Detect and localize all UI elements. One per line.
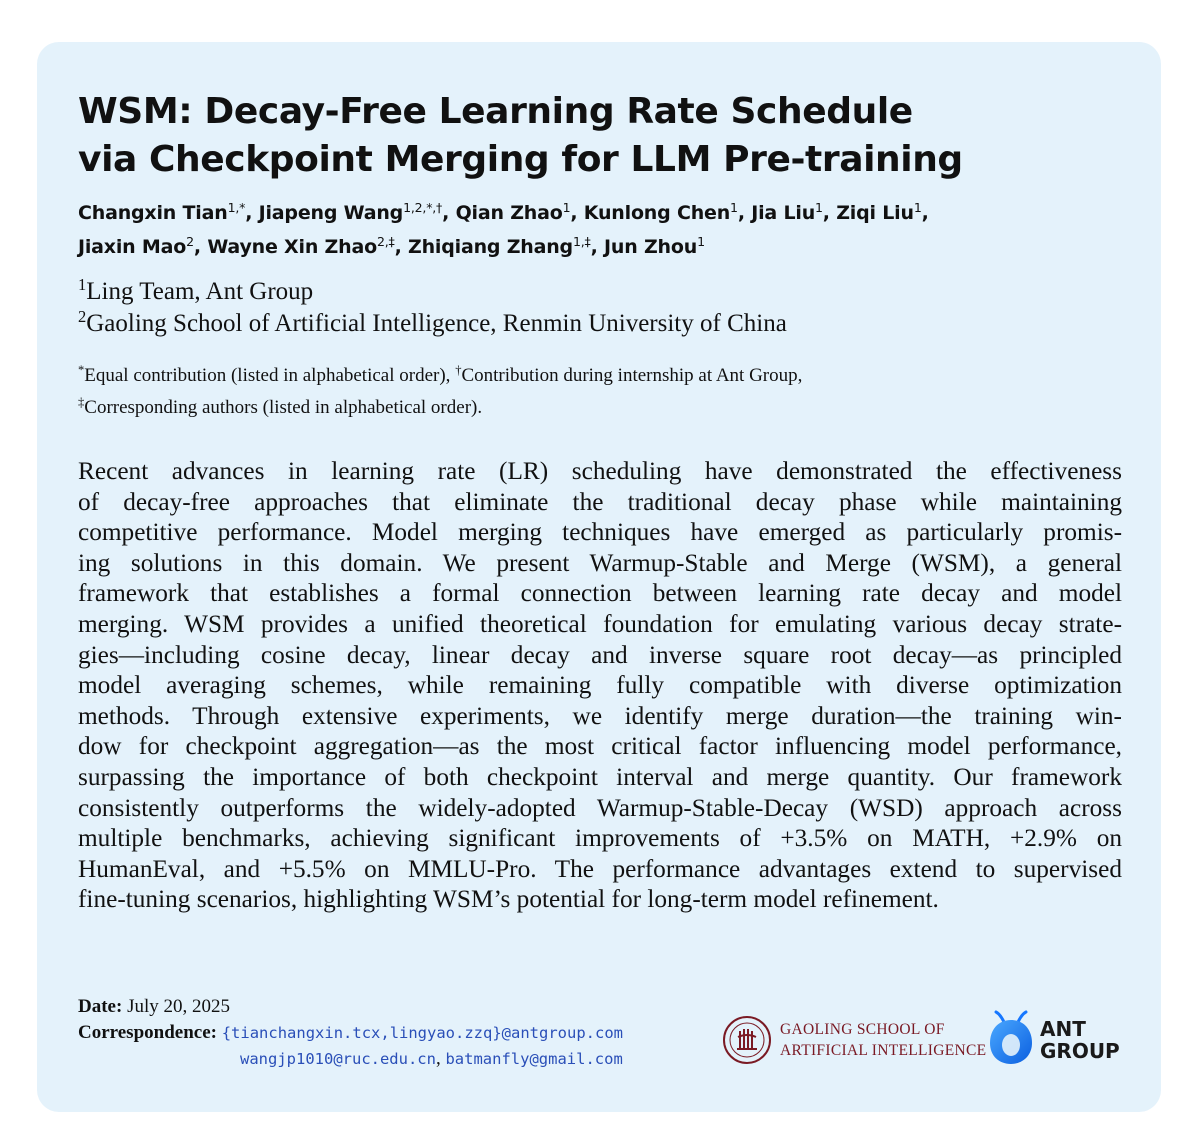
abstract-line: methods. Through extensive experiments, we identify merge duration—the training win- [78, 701, 1122, 730]
abstract-line: competitive performance. Model merging techniques have emerged as particularly promis- [78, 518, 1122, 547]
authors-line-2: Jiaxin Mao$^2$, Wayne Xin Zhao$^{2,\ddagger}$, Zhiqiang Zhang$^{1,\ddagger}$, Jun Zhou$^1$ [78, 234, 705, 258]
ant-logo-icon [988, 1010, 1034, 1066]
abstract-line: ing solutions in this domain. We present Warmup-Stable and Merge (WSM), a general [78, 548, 1122, 577]
abstract-line: merging. WSM provides a unified theoretical foundation for emulating various decay strate- [78, 609, 1122, 638]
author: Changxin Tian$^{1,*}$ [78, 200, 246, 224]
gaoling-logo [722, 1015, 987, 1071]
author: Kunlong Chen$^1$ [583, 200, 738, 224]
abstract-line: surpassing the importance of both checkpoint interval and merge quantity. Our framework [78, 762, 1122, 791]
abstract-line: framework that establishes a formal connection between learning rate decay and model [78, 579, 1122, 608]
email-separator: , [435, 1048, 441, 1069]
author: Jiapeng Wang$^{1,2,*,\dagger}$ [258, 200, 443, 224]
abstract-line: Recent advances in learning rate (LR) scheduling have demonstrated the effectiveness [78, 457, 1122, 485]
author: Zhiqiang Zhang$^{1,\ddagger}$ [408, 234, 591, 258]
abstract-line: fine-tuning scenarios, highlighting WSM’s potential for long-term model refinement. [78, 885, 939, 914]
email-link-antgroup[interactable]: {tianchangxin.tcx,lingyao.zzq}@antgroup.com [221, 1024, 623, 1042]
ant-group-wordmark: ANT GROUP [1040, 1017, 1120, 1063]
email-link-gmail[interactable]: batmanfly@gmail.com [445, 1050, 623, 1068]
abstract-line: dow for checkpoint aggregation—as the most critical factor influencing model performance, [78, 732, 1122, 761]
paper-title [78, 88, 1128, 184]
author: Jia Liu$^1$ [751, 200, 823, 224]
author-notes [78, 360, 1138, 424]
author: Qian Zhao$^1$ [455, 200, 571, 224]
note-line-2: ‡Corresponding authors (listed in alphabetical order). [78, 395, 483, 418]
abstract-line: gies—including cosine decay, linear decay and inverse square root decay—as principled [78, 640, 1122, 669]
affiliation: $^2$Gaoling School of Artificial Intelligence, Renmin University of China [78, 306, 787, 337]
author: Wayne Xin Zhao$^{2,\ddagger}$ [207, 234, 395, 258]
abstract-line: model averaging schemes, while remaining fully compatible with diverse optimization [78, 671, 1122, 700]
author: Jun Zhou$^1$ [604, 234, 705, 258]
author: Ziqi Liu$^1$ [836, 200, 922, 224]
correspondence-label: Correspondence: [78, 1022, 217, 1043]
correspondence-row-2 [78, 1046, 718, 1072]
authors-line-1: Changxin Tian$^{1,*}$, Jiapeng Wang$^{1,2,*,\dagger}$, Qian Zhao$^1$, Kunlong Chen$^1$, Jia Liu$^1$, Ziqi Liu$^1$, [78, 200, 929, 224]
gaoling-wordmark: GAOLING SCHOOL OF ARTIFICIAL INTELLIGENCE [780, 1021, 987, 1059]
gaoling-seal-icon [722, 1015, 772, 1065]
ant-group-logo [988, 1010, 1128, 1070]
title-line-2: via Checkpoint Merging for LLM Pre-training [78, 139, 963, 180]
email-link-ruc[interactable]: wangjp1010@ruc.edu.cn [240, 1050, 436, 1068]
abstract-line: consistently outperforms the widely-adopted Warmup-Stable-Decay (WSD) approach across [78, 793, 1122, 822]
note-line-1: *Equal contribution (listed in alphabetical order), †Contribution during internship at Ant Group, [78, 363, 803, 386]
abstract-line: HumanEval, and +5.5% on MMLU-Pro. The performance advantages extend to supervised [78, 854, 1122, 883]
author: Jiaxin Mao$^2$ [78, 234, 194, 258]
title-line-1: WSM: Decay-Free Learning Rate Schedule [78, 91, 913, 132]
affiliations [78, 276, 1138, 340]
paper-meta [78, 994, 718, 1072]
abstract-line: of decay-free approaches that eliminate the traditional decay phase while maintaining [78, 487, 1122, 516]
affiliation: $^1$Ling Team, Ant Group [78, 274, 314, 305]
date-label: Date: [78, 996, 123, 1017]
author-list [78, 196, 1138, 264]
abstract [78, 456, 1122, 915]
date-row [78, 994, 718, 1020]
abstract-line: multiple benchmarks, achieving significant improvements of +3.5% on MATH, +2.9% on [78, 824, 1122, 853]
correspondence-row [78, 1020, 718, 1046]
date-value: July 20, 2025 [127, 996, 230, 1017]
